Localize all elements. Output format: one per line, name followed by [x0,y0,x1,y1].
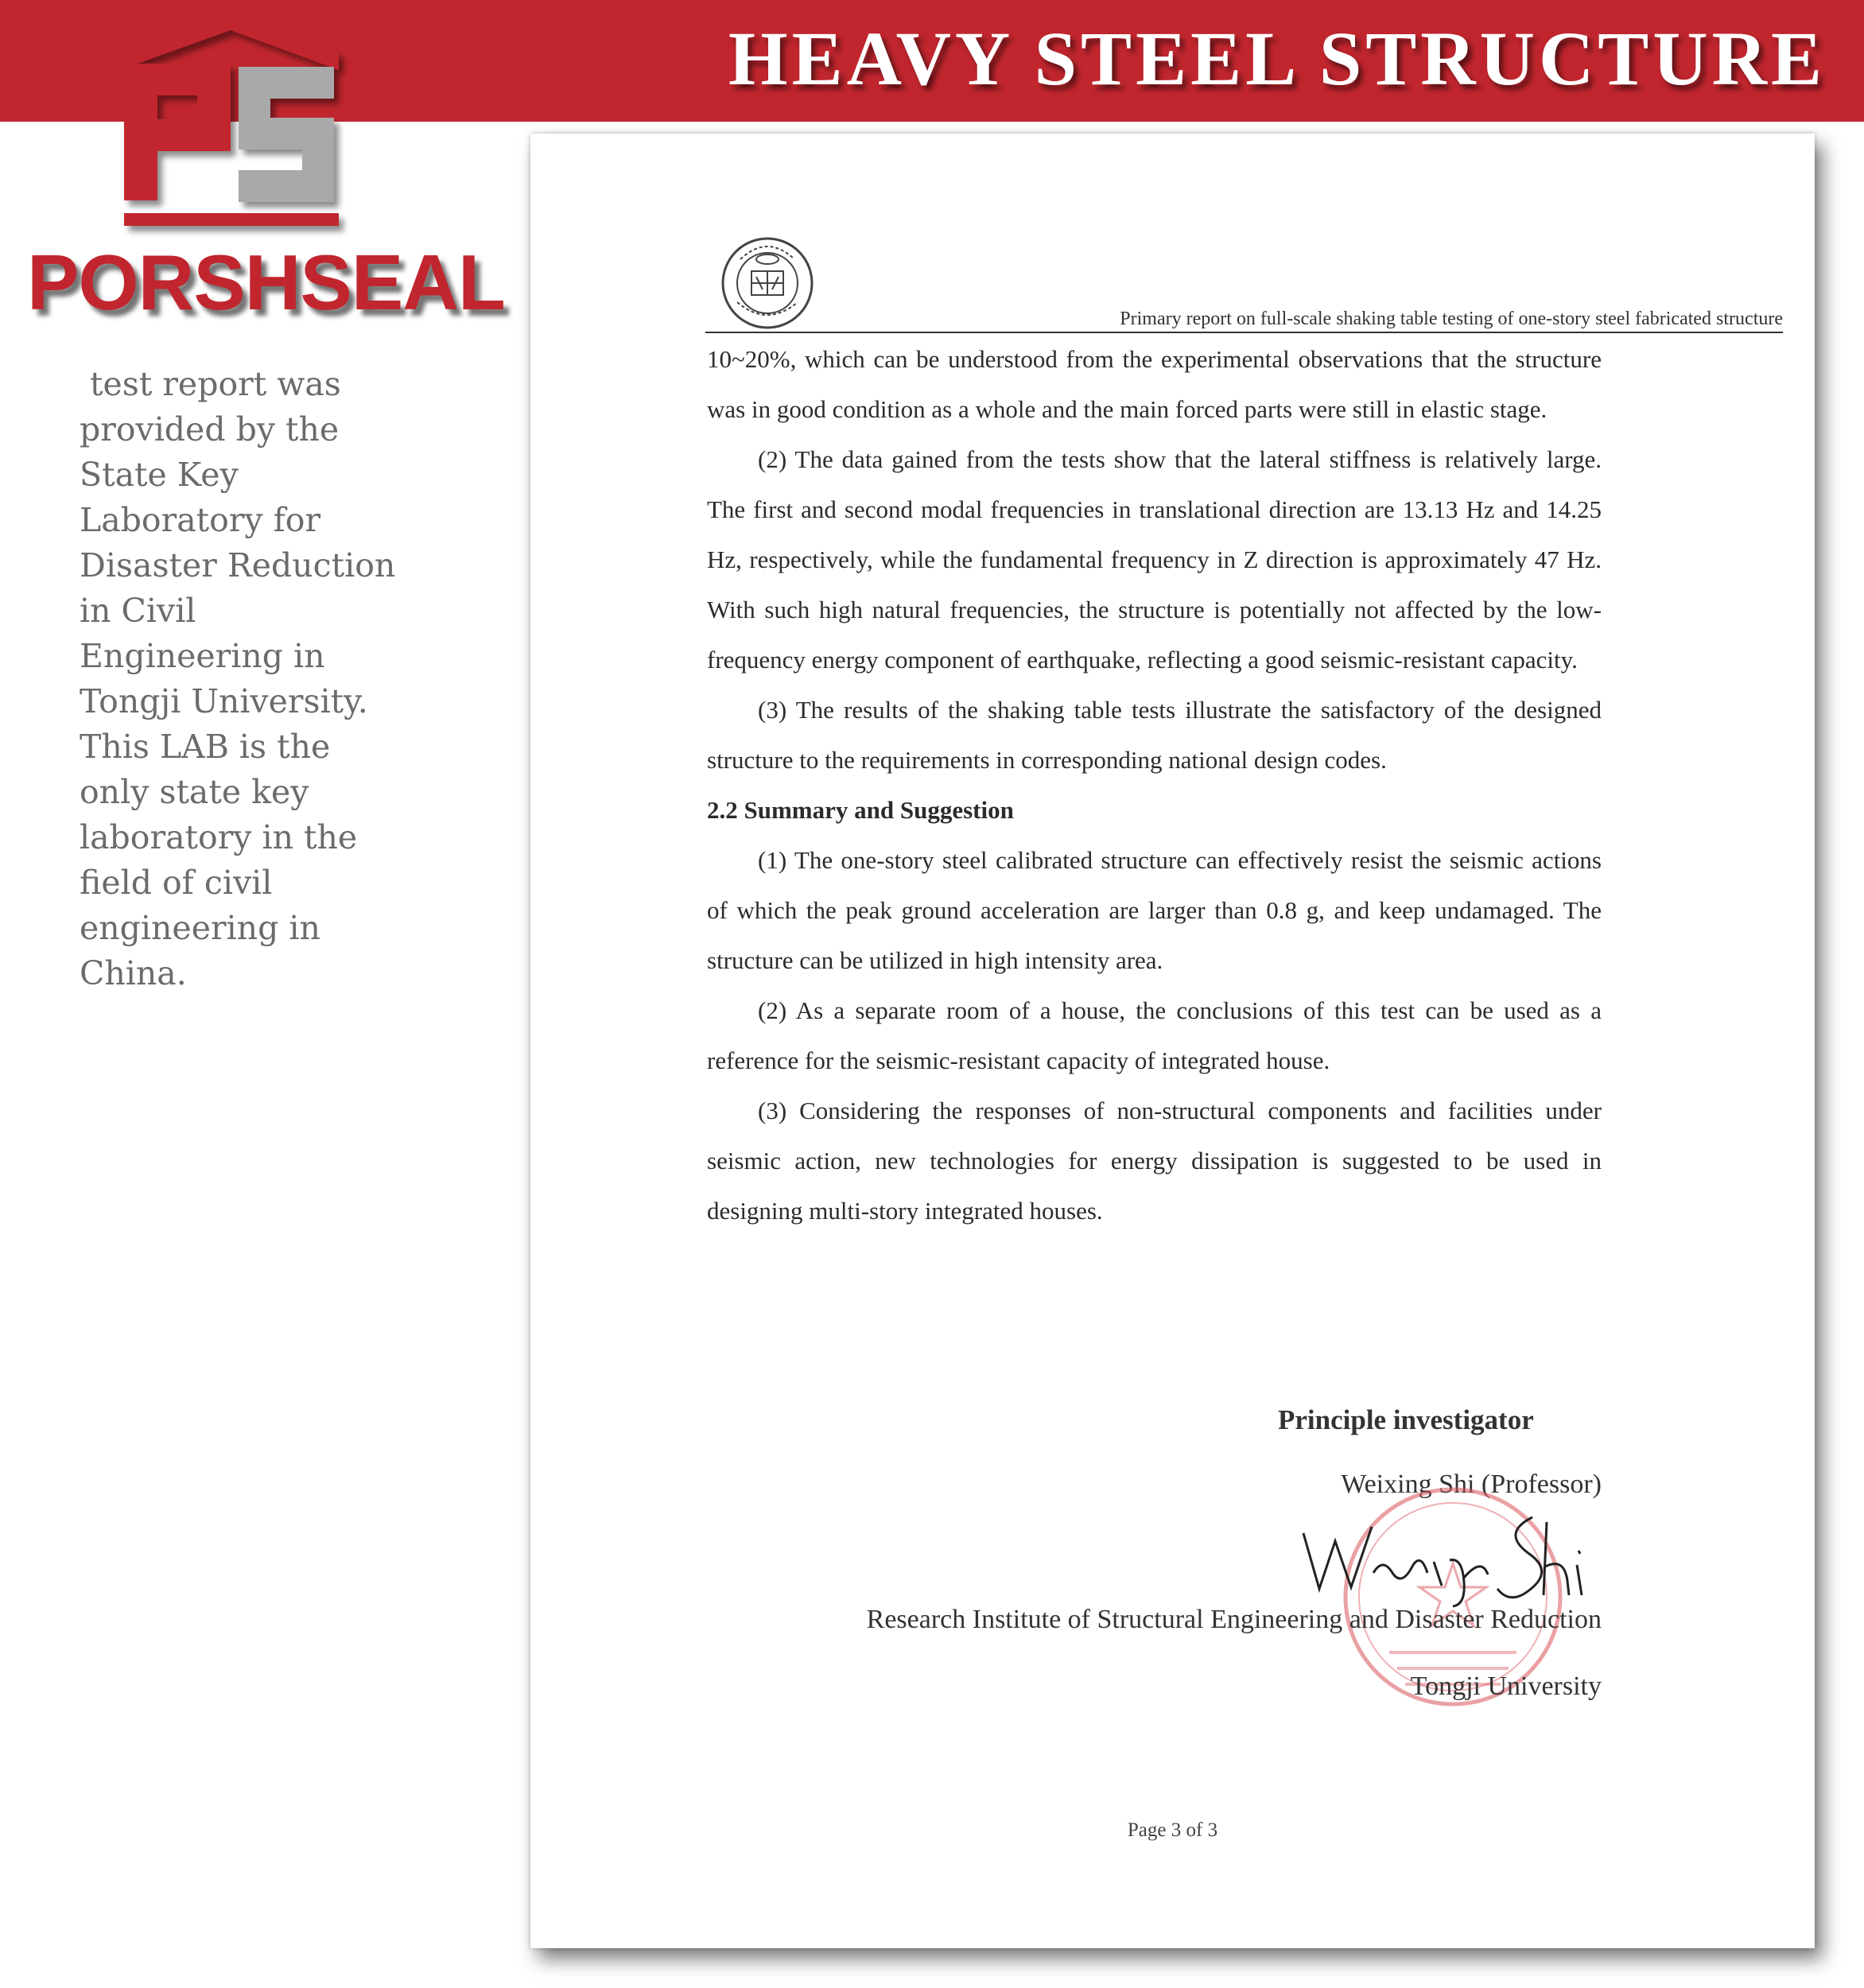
porshseal-logo [22,11,505,326]
signature-icon [1294,1509,1596,1613]
section-heading: 2.2 Summary and Suggestion [707,796,1014,824]
investigator-label: Principle investigator [1278,1404,1534,1435]
running-head: Primary report on full-scale shaking table testing of one-story steel fabricated structure [705,309,1783,333]
report-page [530,134,1815,1948]
paragraph: 10~20%, which can be understood from the experimental observations that the structure was in good condition as a whole and the main forced parts were still in elastic stage. [707,345,1602,423]
institute-name: Research Institute of Structural Engineering and Disaster Reduction [866,1605,1602,1634]
ps-house-logo-icon [22,11,356,242]
paragraph: (3) The results of the shaking table tests illustrate the satisfactory of the designed structure to the requirements in corresponding national design codes. [707,696,1602,774]
paragraph: (3) Considering the responses of non-structural components and facilities under seismic action, new technologies for energy dissipation is suggested to be used in designing multi-story integrated houses. [707,1097,1602,1225]
report-body [707,334,1602,1236]
university-name: Tongji University [1410,1672,1602,1701]
paragraph: (1) The one-story steel calibrated structure can effectively resist the seismic actions of which the peak ground acceleration are larger than 0.8 g, and keep undamaged. The structure can be utilized in high intensity area. [707,846,1602,974]
paragraph: (2) As a separate room of a house, the conclusions of this test can be used as a reference for the seismic-resistant capacity of integrated house. [707,996,1602,1074]
paragraph: (2) The data gained from the tests show that the lateral stiffness is relatively large. The first and second modal frequencies in translational direction are 13.13 Hz and 14.25 Hz, respectively, while the fundamental frequency in Z direction is approximately 47 Hz. With such high natural frequencies, the structure is potentially not affected by the low-frequency energy component of earthquake, reflecting a good seismic-resistant capacity. [707,445,1602,674]
investigator-name: Weixing Shi (Professor) [1341,1470,1602,1499]
sidebar-description: test report was provided by the State Key Laboratory for Disaster Reduction in Civil Engineering in Tongji University. This LAB is the only state key laboratory in the field of civil engineering in China. [80,365,396,992]
brand-name: PORSHSEAL [27,239,505,326]
page-number: Page 3 of 3 [1127,1819,1218,1841]
page-title: HEAVY STEEL STRUCTURE [728,16,1826,101]
